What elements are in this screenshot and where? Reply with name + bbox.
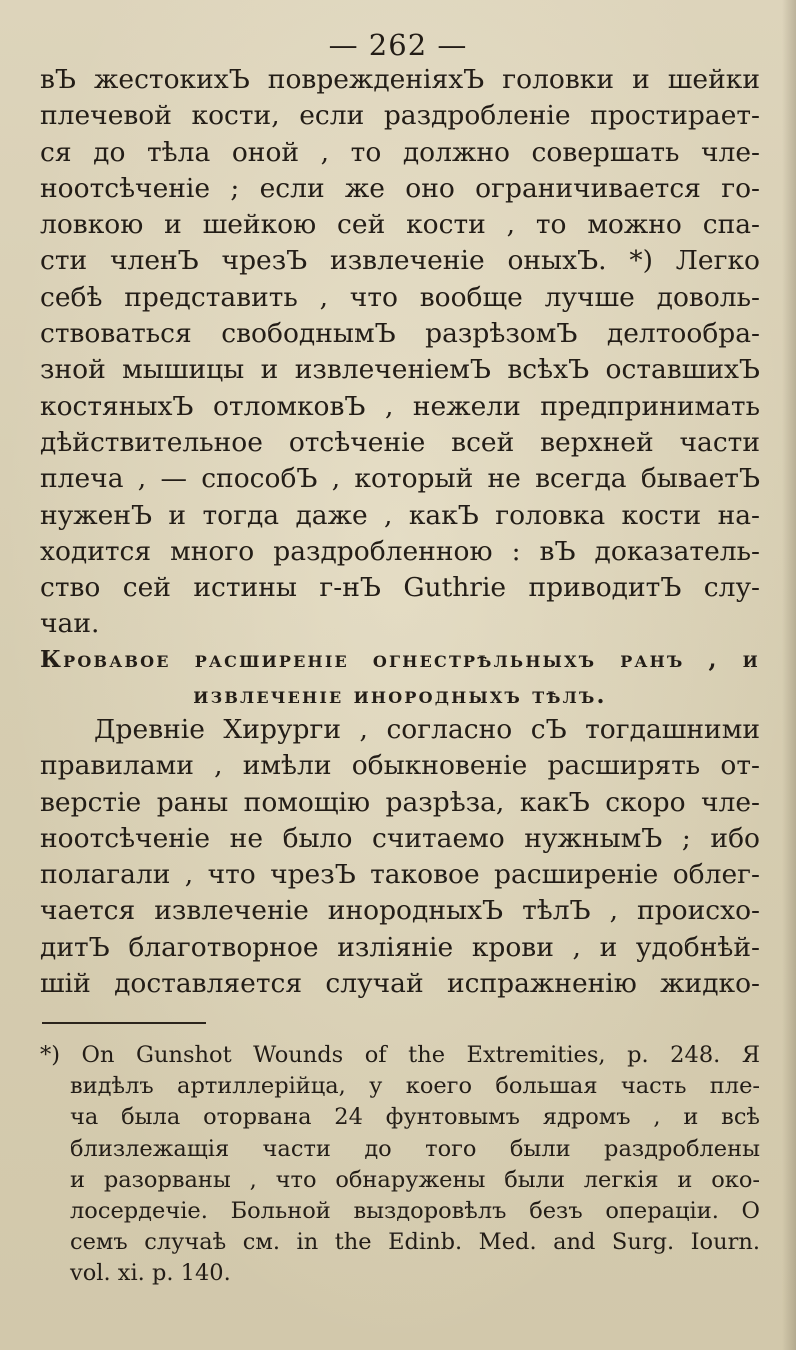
footnote-line: видѣлъ артиллерійца, у коего большая часть пле- bbox=[70, 1073, 760, 1100]
text-line: ходится много раздробленною : вЪ доказатель- bbox=[40, 535, 760, 567]
text-line: ноотсѣченіе ; если же оно ограничивается го- bbox=[40, 172, 760, 204]
footnote-line: ча была оторвана 24 фунтовымъ ядромъ , и всѣ bbox=[70, 1104, 760, 1131]
footnote-line: и разорваны , что обнаружены были легкія и око- bbox=[70, 1166, 760, 1193]
heading-line: извлеченіе инородныхъ тѣлъ. bbox=[193, 682, 607, 709]
paragraph-ancient-surgeons bbox=[40, 712, 760, 1002]
heading-line: Кровавое расширеніе огнестрѣльныхъ ранъ , и bbox=[40, 646, 760, 673]
text-line: ство сей истины г-нЪ Guthrie приводитЪ слу- bbox=[40, 572, 760, 604]
text-line: нуженЪ и тогда даже , какЪ головка кости на- bbox=[40, 499, 760, 531]
text-line: верстіе раны помощію разрѣза, какЪ скоро чле- bbox=[40, 786, 760, 818]
footnote-line: семъ случаѣ см. in the Edinb. Med. and Surg. Iourn. bbox=[70, 1229, 760, 1256]
text-line: чается извлеченіе инородныхЪ тѣлЪ , происхо- bbox=[40, 895, 760, 927]
text-line: ноотсѣченіе не было считаемо нужнымЪ ; ибо bbox=[40, 822, 760, 854]
text-line: костяныхЪ отломковЪ , нежели предпринимать bbox=[40, 390, 760, 422]
section-heading bbox=[40, 642, 760, 714]
text-line: дѣйствительное отсѣченіе всей верхней части bbox=[40, 426, 760, 458]
paragraph-amputation bbox=[40, 62, 760, 643]
text-line: плечевой кости, если раздробленіе простирает- bbox=[40, 100, 760, 132]
text-line: правилами , имѣли обыкновеніе расширять от- bbox=[40, 750, 760, 782]
footnote-line: vol. xi. p. 140. bbox=[70, 1260, 231, 1287]
text-line: зной мышицы и извлеченіемЪ всѣхЪ оставшихЪ bbox=[40, 354, 760, 386]
text-line: ся до тѣла оной , то должно совершать чле- bbox=[40, 136, 760, 168]
text-line: Древніе Хирурги , согласно сЪ тогдашними bbox=[94, 714, 760, 745]
text-line: вЪ жестокихЪ поврежденіяхЪ головки и шейки bbox=[40, 64, 760, 95]
text-line: ствоваться свободнымЪ разрѣзомЪ делтообра- bbox=[40, 318, 760, 350]
page-number: — 262 — bbox=[328, 28, 468, 62]
text-line: плеча , — способЪ , который не всегда бываетЪ bbox=[40, 463, 760, 495]
footnote-line: *) On Gunshot Wounds of the Extremities, p. 248. Я bbox=[40, 1042, 760, 1068]
page-edge-shadow bbox=[782, 0, 796, 1350]
footnote bbox=[40, 1040, 760, 1290]
text-line: полагали , что чрезЪ таковое расширеніе облег- bbox=[40, 859, 760, 891]
footnote-divider bbox=[42, 1022, 206, 1024]
text-line: ловкою и шейкою сей кости , то можно спа- bbox=[40, 209, 760, 241]
text-line: себѣ представить , что вообще лучше доволь- bbox=[40, 281, 760, 313]
footnote-line: лосердечіе. Больной выздоровѣлъ безъ операціи. О bbox=[70, 1197, 760, 1224]
text-line: сти членЪ чрезЪ извлеченіе оныхЪ. *) Легко bbox=[40, 245, 760, 277]
footnote-line: близлежащія части до того были раздроблены bbox=[70, 1135, 760, 1162]
text-line: чаи. bbox=[40, 608, 100, 640]
text-line: дитЪ благотворное изліяніе крови , и удобнѣй- bbox=[40, 931, 760, 963]
text-line: шій доставляется случай испражненію жидко- bbox=[40, 968, 760, 1000]
